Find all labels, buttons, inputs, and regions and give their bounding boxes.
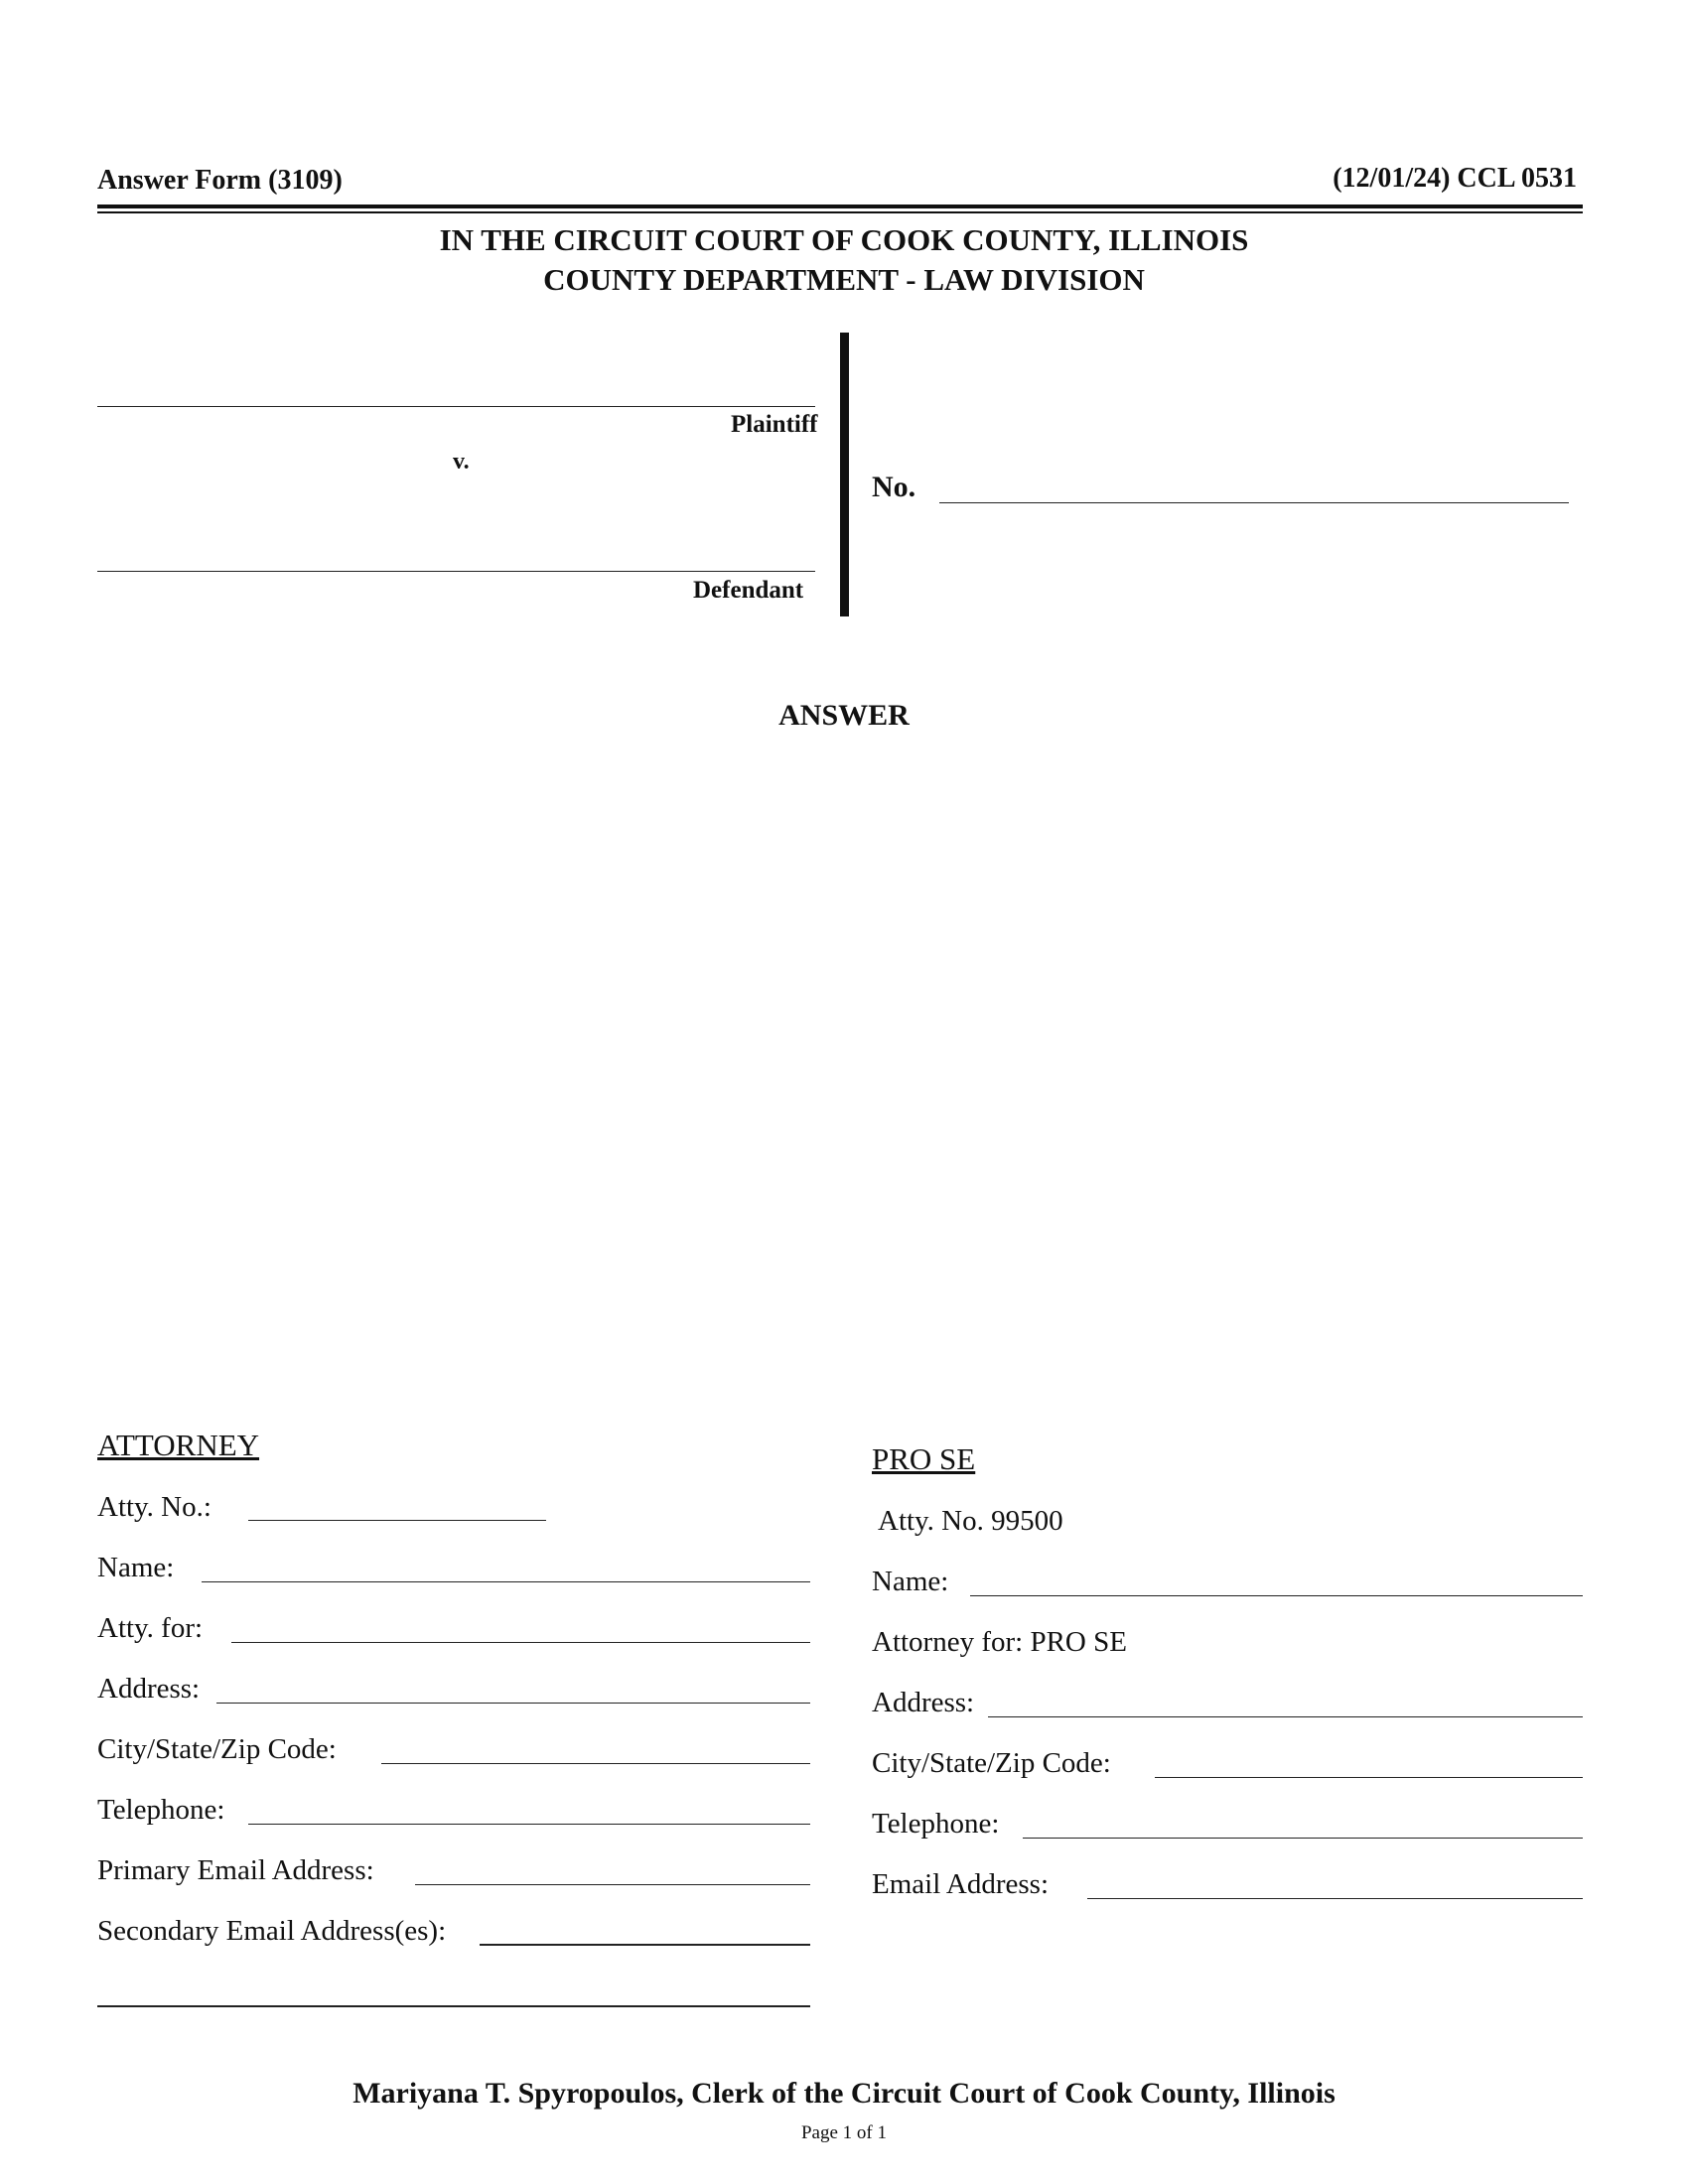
pro-se-telephone-line[interactable] [1023, 1838, 1583, 1839]
attorney-section-title: ATTORNEY [97, 1428, 260, 1462]
pro-se-email-line[interactable] [1087, 1898, 1583, 1899]
header-rule-thin [97, 211, 1583, 213]
header-rule-thick [97, 205, 1583, 208]
pro-se-email-label: Email Address: [872, 1868, 1050, 1900]
caption-divider [840, 333, 849, 616]
document-title: ANSWER [778, 699, 910, 732]
attorney-address-line[interactable] [216, 1703, 810, 1704]
attorney-for-label: Atty. for: [97, 1612, 204, 1644]
pro-se-section-title: PRO SE [872, 1441, 976, 1476]
attorney-telephone-line[interactable] [248, 1824, 810, 1825]
attorney-name-line[interactable] [202, 1581, 810, 1582]
pro-se-address-label: Address: [872, 1687, 975, 1718]
pro-se-attorney-for: Attorney for: PRO SE [872, 1626, 1127, 1658]
pro-se-name-label: Name: [872, 1566, 949, 1597]
case-number-label: No. [872, 471, 916, 503]
form-code: (12/01/24) CCL 0531 [1333, 163, 1577, 194]
defendant-line[interactable] [97, 571, 815, 572]
attorney-telephone-label: Telephone: [97, 1794, 225, 1826]
pro-se-atty-number: Atty. No. 99500 [878, 1505, 1063, 1537]
court-name: IN THE CIRCUIT COURT OF COOK COUNTY, ILLINOIS [439, 222, 1249, 257]
pro-se-telephone-label: Telephone: [872, 1808, 1000, 1840]
pro-se-address-line[interactable] [988, 1716, 1583, 1717]
attorney-address-label: Address: [97, 1673, 201, 1705]
attorney-city-line[interactable] [381, 1763, 810, 1764]
attorney-primary-email-line[interactable] [415, 1884, 810, 1885]
attorney-for-line[interactable] [231, 1642, 810, 1643]
attorney-number-label: Atty. No.: [97, 1491, 211, 1523]
pro-se-name-line[interactable] [970, 1595, 1583, 1596]
attorney-secondary-email-label: Secondary Email Address(es): [97, 1915, 447, 1947]
form-name: Answer Form (3109) [97, 165, 343, 196]
attorney-name-label: Name: [97, 1552, 175, 1583]
case-number-line[interactable] [939, 502, 1569, 503]
clerk-footer: Mariyana T. Spyropoulos, Clerk of the Circuit Court of Cook County, Illinois [352, 2077, 1336, 2110]
attorney-secondary-email-line-2[interactable] [97, 2005, 810, 2007]
page-number: Page 1 of 1 [800, 2122, 887, 2143]
plaintiff-line[interactable] [97, 406, 815, 407]
attorney-primary-email-label: Primary Email Address: [97, 1854, 374, 1886]
pro-se-city-line[interactable] [1155, 1777, 1583, 1778]
versus-label: v. [453, 449, 470, 475]
pro-se-city-label: City/State/Zip Code: [872, 1747, 1111, 1779]
attorney-city-label: City/State/Zip Code: [97, 1733, 337, 1765]
court-department: COUNTY DEPARTMENT - LAW DIVISION [543, 262, 1145, 297]
attorney-number-line[interactable] [248, 1520, 546, 1521]
attorney-secondary-email-line[interactable] [480, 1944, 810, 1946]
defendant-label: Defendant [693, 577, 804, 604]
plaintiff-label: Plaintiff [731, 411, 818, 438]
